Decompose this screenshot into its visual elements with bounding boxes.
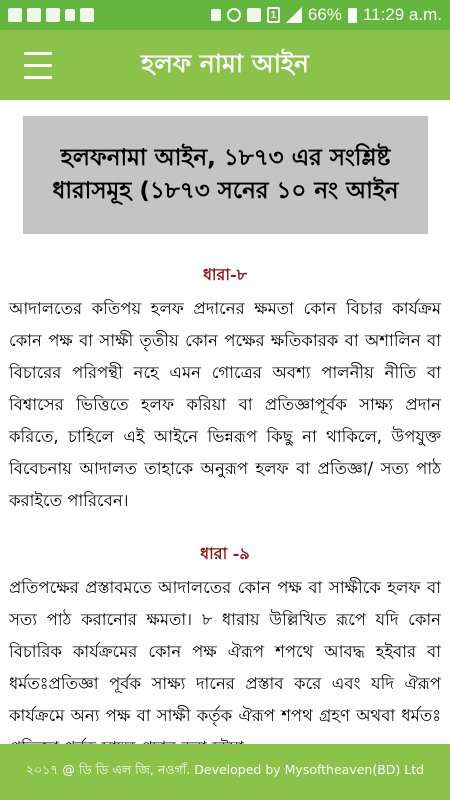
notification-icon: [46, 8, 60, 22]
act-heading: হলফনামা আইন, ১৮৭৩ এর সংশ্লিষ্ট ধারাসমূহ (১৮৭৩ সনের ১০ নং আইন: [52, 144, 399, 204]
email-icon: [80, 8, 94, 22]
sim-icon: 1: [267, 7, 280, 23]
footer: [0, 744, 450, 800]
status-bar: [0, 0, 450, 30]
content-scroll-area[interactable]: [0, 262, 450, 744]
act-heading-box: [23, 116, 428, 234]
section: [9, 541, 441, 764]
app-bar: [0, 30, 450, 100]
app-title: হলফ নামা আইন: [141, 48, 309, 78]
battery-percent: 66%: [307, 5, 342, 24]
signal-icon: [286, 7, 302, 23]
footer-text: ২০১৭ @ ডি ডি এল জি, নওগাঁ. Developed by Mysoftheaven(BD) Ltd: [25, 762, 425, 777]
section: [9, 262, 441, 517]
status-left-icons: [8, 8, 94, 22]
notification-icon: [8, 8, 22, 22]
alarm-icon: [227, 8, 241, 22]
section-title: ধারা -৯: [200, 544, 250, 563]
section-title: ধারা-৮: [202, 265, 248, 284]
download-icon: [65, 9, 75, 21]
battery-icon: [348, 8, 357, 23]
notification-icon: [27, 8, 41, 22]
section-body: প্রতিপক্ষের প্রস্তাবমতে আদালতের কোন পক্ষ বা সাক্ষীকে হলফ বা সত্য পাঠ করানোর ক্ষমতা। ৮ ধারায় উল্লিখিত রূপে যদি কোন বিচারিক কার্যক্রমের কোন পক্ষ ঐরূপ শপথে আবদ্ধ হইবার বা ধর্মতঃপ্রতিজ্ঞা পূর্বক সাক্ষ্য দানের প্রস্তাব করে এবং যদি ঐরূপ কার্যক্রমে অন্য পক্ষ বা সাক্ষী কর্তৃক ঐরূপ শপথ গ্রহণ অথবা ধর্মতঃ: [9, 578, 441, 725]
clock: 11:29 a.m.: [362, 5, 442, 24]
mute-icon: [211, 9, 221, 21]
hamburger-menu-icon[interactable]: [0, 30, 76, 100]
section-body: আদালতের কতিপয় হলফ প্রদানের ক্ষমতা কোন বিচার কার্যক্রম কোন পক্ষ বা সাক্ষী তৃতীয় কোন পক্ষের ক্ষতিকারক বা অশালিন বা বিচারের পরিপন্থী নহে এমন গোত্রের অবশ্য পালনীয় নীতি বা বিশ্বাসের ভিত্তিতে হলফ করিয়া বা প্রতিজ্ঞাপূর্বক সাক্ষ্য প্রদান করিতে, চাহিলে এই আইনে ভিন্নরূপ কিছু না থাকিলে, উপযুক্ত বিবেচনায় আদালত তাহাকে অনুরূপ হলফ বা প্রতিজ্ঞা/ সত্য পাঠ করাইতে পারিবেন।: [9, 299, 441, 510]
status-right-icons: [211, 5, 442, 25]
wifi-icon: [247, 8, 261, 22]
